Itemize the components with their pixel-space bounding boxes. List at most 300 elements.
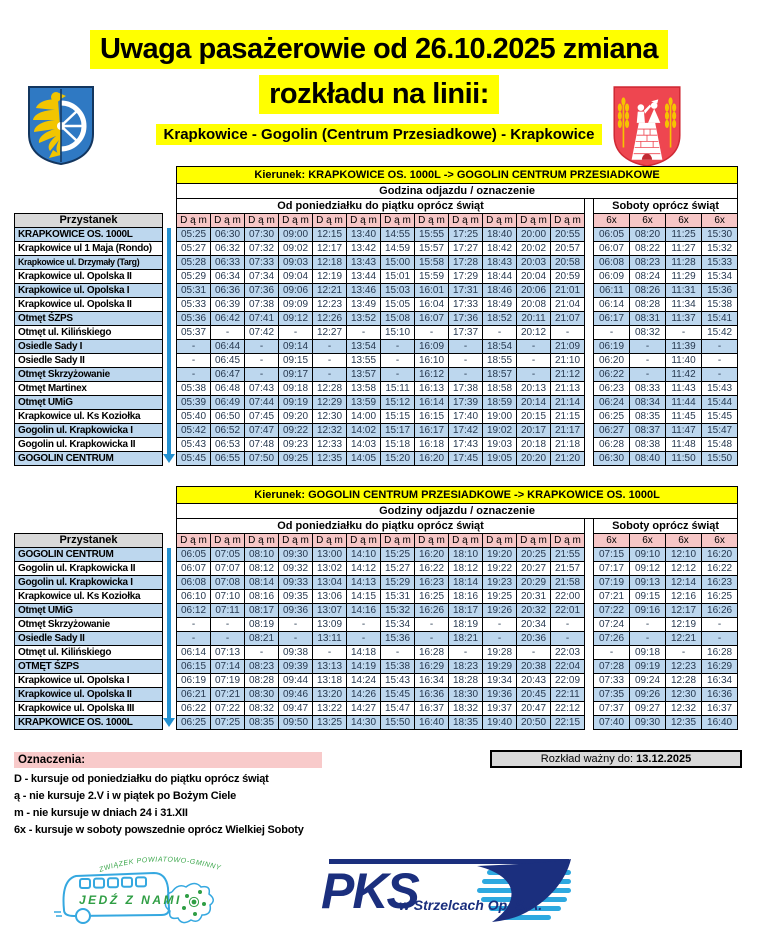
departure-time-cell: 07:45 <box>245 410 279 424</box>
departure-time-cell: 20:11 <box>517 312 551 326</box>
departure-time-cell: 06:36 <box>211 284 245 298</box>
departure-time-cell: 14:03 <box>347 438 381 452</box>
departure-time-cell: 15:17 <box>381 424 415 438</box>
legend <box>14 750 744 836</box>
timetable-row <box>15 424 738 438</box>
departure-time-cell: - <box>415 632 449 646</box>
departure-time-cell: 06:19 <box>177 674 211 688</box>
kierunek-row <box>15 167 738 184</box>
departure-time-cell: 15:50 <box>381 716 415 730</box>
column-gap <box>585 242 594 256</box>
departure-time-cell: 07:25 <box>211 716 245 730</box>
departure-time-cell: 07:21 <box>211 688 245 702</box>
timetable-row <box>15 590 738 604</box>
departure-time-cell: - <box>702 354 738 368</box>
departure-time-cell: 15:03 <box>381 284 415 298</box>
weekday-col-header: D ą m <box>551 214 585 228</box>
legend-item: 6x - kursuje w soboty powszednie oprócz Wielkiej Soboty <box>14 824 304 836</box>
header <box>0 0 758 166</box>
departure-time-cell: 08:28 <box>630 298 666 312</box>
departure-time-cell: 18:16 <box>449 590 483 604</box>
departure-time-cell: 15:00 <box>381 256 415 270</box>
departure-time-cell: 17:27 <box>449 242 483 256</box>
departure-time-cell: 22:04 <box>551 660 585 674</box>
departure-time-cell: - <box>702 368 738 382</box>
departure-time-cell: 13:18 <box>313 674 347 688</box>
departure-time-cell: - <box>594 646 630 660</box>
departure-time-cell: 15:47 <box>381 702 415 716</box>
stop-name-cell: Krapkowice ul. Ks Koziołka <box>15 410 163 424</box>
departure-time-cell: - <box>177 632 211 646</box>
departure-time-cell: 15:43 <box>381 674 415 688</box>
godzina-row <box>15 504 738 519</box>
departure-header: Godzina odjazdu / oznaczenie <box>177 184 738 199</box>
departure-time-cell: 22:00 <box>551 590 585 604</box>
departure-time-cell: 07:37 <box>594 702 630 716</box>
weekday-col-header: D ą m <box>517 534 551 548</box>
departure-time-cell: 20:38 <box>517 660 551 674</box>
timetable-body <box>15 228 738 466</box>
departure-time-cell: 14:24 <box>347 674 381 688</box>
weekday-col-header: D ą m <box>313 534 347 548</box>
timetable-row <box>15 452 738 466</box>
departure-time-cell: 06:07 <box>594 242 630 256</box>
weekday-col-header: D ą m <box>449 534 483 548</box>
timetable-row <box>15 562 738 576</box>
departure-time-cell: 19:34 <box>483 674 517 688</box>
column-gap <box>585 438 594 452</box>
departure-time-cell: 16:09 <box>415 340 449 354</box>
weekday-col-header: D ą m <box>517 214 551 228</box>
departure-time-cell: - <box>279 618 313 632</box>
kierunek-row <box>15 487 738 504</box>
column-gap <box>585 562 594 576</box>
departure-time-cell: 18:58 <box>483 382 517 396</box>
departure-time-cell: 20:43 <box>517 674 551 688</box>
departure-time-cell: 07:19 <box>211 674 245 688</box>
departure-time-cell: 05:40 <box>177 410 211 424</box>
departure-time-cell: - <box>483 618 517 632</box>
departure-time-cell: 13:58 <box>347 382 381 396</box>
departure-time-cell: 13:49 <box>347 298 381 312</box>
departure-time-cell: 15:48 <box>702 438 738 452</box>
jedz-z-nami-bus-logo-icon <box>52 846 247 932</box>
departure-time-cell: 15:38 <box>702 298 738 312</box>
departure-time-cell: 18:42 <box>483 242 517 256</box>
column-gap <box>585 548 594 562</box>
departure-time-cell: 20:18 <box>517 438 551 452</box>
departure-time-cell: 16:18 <box>415 438 449 452</box>
departure-time-cell: 07:14 <box>211 660 245 674</box>
departure-time-cell: 08:32 <box>630 326 666 340</box>
departure-time-cell: 20:50 <box>517 716 551 730</box>
departure-time-cell: - <box>381 340 415 354</box>
departure-time-cell: 07:24 <box>594 618 630 632</box>
departure-time-cell: 19:29 <box>483 660 517 674</box>
departure-time-cell: 11:40 <box>666 354 702 368</box>
departure-time-cell: 09:23 <box>279 438 313 452</box>
departure-time-cell: 16:12 <box>415 368 449 382</box>
departure-time-cell: 12:15 <box>313 228 347 242</box>
departure-time-cell: 09:19 <box>630 660 666 674</box>
departure-time-cell: 08:37 <box>630 424 666 438</box>
stop-name-cell: GOGOLIN CENTRUM <box>15 452 163 466</box>
departure-time-cell: 13:44 <box>347 270 381 284</box>
departure-time-cell: 15:29 <box>381 576 415 590</box>
weekday-col-header: D ą m <box>551 534 585 548</box>
departure-time-cell: 08:40 <box>630 452 666 466</box>
departure-time-cell: 13:42 <box>347 242 381 256</box>
column-gap <box>585 604 594 618</box>
departure-time-cell: 15:50 <box>702 452 738 466</box>
departure-time-cell: 07:08 <box>211 576 245 590</box>
timetable-row <box>15 284 738 298</box>
krapkowice-coat-of-arms-icon <box>20 84 102 166</box>
departure-time-cell: 09:12 <box>630 562 666 576</box>
departure-time-cell: 16:14 <box>415 396 449 410</box>
column-gap <box>585 576 594 590</box>
departure-time-cell: 09:26 <box>630 688 666 702</box>
departure-time-cell: 09:20 <box>279 410 313 424</box>
departure-time-cell: 09:33 <box>279 576 313 590</box>
departure-time-cell: 15:11 <box>381 382 415 396</box>
timetable-row <box>15 396 738 410</box>
departure-time-cell: 12:21 <box>666 632 702 646</box>
departure-time-cell: 18:10 <box>449 548 483 562</box>
column-gap <box>585 256 594 270</box>
departure-time-cell: 20:03 <box>517 256 551 270</box>
departure-time-cell: 06:34 <box>211 270 245 284</box>
departure-time-cell: 12:35 <box>313 452 347 466</box>
direction-header: Kierunek: KRAPKOWICE OS. 1000L -> GOGOLIN CENTRUM PRZESIADKOWE <box>177 167 738 184</box>
departure-time-cell: - <box>630 354 666 368</box>
departure-time-cell: 07:28 <box>594 660 630 674</box>
timetable-row <box>15 438 738 452</box>
departure-time-cell: 12:19 <box>666 618 702 632</box>
departure-time-cell: 06:07 <box>177 562 211 576</box>
departure-time-cell: 07:07 <box>211 562 245 576</box>
departure-time-cell: 13:59 <box>347 396 381 410</box>
departure-time-cell: - <box>313 340 347 354</box>
departure-time-cell: 06:21 <box>177 688 211 702</box>
departure-time-cell: 14:19 <box>347 660 381 674</box>
weekday-col-header: D ą m <box>381 534 415 548</box>
departure-time-cell: 06:08 <box>177 576 211 590</box>
departure-time-cell: 16:23 <box>415 576 449 590</box>
departure-time-cell: 07:10 <box>211 590 245 604</box>
departure-time-cell: 18:55 <box>483 354 517 368</box>
departure-time-cell: 07:26 <box>594 632 630 646</box>
departure-time-cell: 08:17 <box>245 604 279 618</box>
departure-time-cell: - <box>517 340 551 354</box>
stop-column-header: Przystanek <box>15 534 163 548</box>
column-gap <box>585 424 594 438</box>
departure-time-cell: 12:16 <box>666 590 702 604</box>
jedz-z-nami-text: JEDŹ Z NAMI <box>79 893 182 907</box>
departure-time-cell: 17:25 <box>449 228 483 242</box>
departure-time-cell: 22:12 <box>551 702 585 716</box>
departure-time-cell: 07:33 <box>245 256 279 270</box>
title-highlight: rozkładu na linii: <box>259 75 499 114</box>
departure-time-cell: 17:39 <box>449 396 483 410</box>
saturday-period-header: Soboty oprócz świąt <box>594 519 738 534</box>
departure-time-cell: 17:37 <box>449 326 483 340</box>
departure-time-cell: 15:20 <box>381 452 415 466</box>
departure-time-cell: 20:55 <box>551 228 585 242</box>
departure-time-cell: 16:25 <box>702 590 738 604</box>
departure-time-cell: - <box>483 632 517 646</box>
departure-time-cell: 15:18 <box>381 438 415 452</box>
departure-time-cell: 16:23 <box>702 576 738 590</box>
column-gap <box>585 716 594 730</box>
departure-time-cell: 11:47 <box>666 424 702 438</box>
column-gap <box>585 452 594 466</box>
departure-time-cell: 16:17 <box>415 424 449 438</box>
departure-time-cell: - <box>313 368 347 382</box>
departure-time-cell: 18:44 <box>483 270 517 284</box>
departure-time-cell: 17:38 <box>449 382 483 396</box>
departure-time-cell: 12:14 <box>666 576 702 590</box>
weekday-col-header: D ą m <box>177 214 211 228</box>
departure-time-cell: 22:01 <box>551 604 585 618</box>
departure-time-cell: 11:28 <box>666 256 702 270</box>
departure-time-cell: 20:14 <box>517 396 551 410</box>
departure-time-cell: - <box>702 632 738 646</box>
departure-time-cell: 14:00 <box>347 410 381 424</box>
weekday-col-header: D ą m <box>279 534 313 548</box>
departure-time-cell: 09:10 <box>630 548 666 562</box>
departure-time-cell: 11:50 <box>666 452 702 466</box>
departure-time-cell: 18:40 <box>483 228 517 242</box>
departure-time-cell: 21:09 <box>551 340 585 354</box>
departure-time-cell: 19:03 <box>483 438 517 452</box>
departure-time-cell: 20:59 <box>551 270 585 284</box>
departure-time-cell: 07:34 <box>245 270 279 284</box>
column-gap <box>585 312 594 326</box>
legend-item: m - nie kursuje w dniach 24 i 31.XII <box>14 807 188 819</box>
departure-time-cell: 07:35 <box>594 688 630 702</box>
legend-item: D - kursuje od poniedziałku do piątku oprócz świąt <box>14 773 269 785</box>
departure-time-cell: 08:23 <box>630 256 666 270</box>
departure-time-cell: 15:31 <box>381 590 415 604</box>
departure-time-cell: 16:40 <box>415 716 449 730</box>
departure-time-cell: 09:50 <box>279 716 313 730</box>
departure-time-cell: 16:26 <box>415 604 449 618</box>
gogolin-coat-of-arms-icon <box>604 84 690 168</box>
departure-time-cell: 05:39 <box>177 396 211 410</box>
departure-time-cell: - <box>313 354 347 368</box>
saturday-col-header: 6x <box>630 534 666 548</box>
departure-time-cell: 12:30 <box>313 410 347 424</box>
departure-time-cell: 17:42 <box>449 424 483 438</box>
departure-time-cell: 07:32 <box>245 242 279 256</box>
timetable-row <box>15 340 738 354</box>
column-gap <box>585 534 594 548</box>
departure-time-cell: - <box>517 354 551 368</box>
departure-time-cell: 06:28 <box>594 438 630 452</box>
departure-time-cell: - <box>381 646 415 660</box>
departure-time-cell: 20:13 <box>517 382 551 396</box>
departure-time-cell: 14:15 <box>347 590 381 604</box>
departure-time-cell: 20:20 <box>517 452 551 466</box>
departure-time-cell: 12:28 <box>313 382 347 396</box>
weekday-col-header: D ą m <box>211 214 245 228</box>
departure-time-cell: 15:08 <box>381 312 415 326</box>
timetable-row <box>15 604 738 618</box>
departure-time-cell: 16:13 <box>415 382 449 396</box>
departure-time-cell: 06:12 <box>177 604 211 618</box>
timetable-row <box>15 382 738 396</box>
departure-time-cell: 12:17 <box>666 604 702 618</box>
weekday-col-header: D ą m <box>415 534 449 548</box>
column-gap <box>585 284 594 298</box>
departure-time-cell: 09:14 <box>279 340 313 354</box>
departure-time-cell: 06:20 <box>594 354 630 368</box>
departure-time-cell: 14:18 <box>347 646 381 660</box>
departure-time-cell: 06:49 <box>211 396 245 410</box>
departure-time-cell: 08:16 <box>245 590 279 604</box>
departure-time-cell: 09:22 <box>279 424 313 438</box>
departure-time-cell: - <box>630 618 666 632</box>
departure-time-cell: 06:50 <box>211 410 245 424</box>
departure-time-cell: 08:22 <box>630 242 666 256</box>
departure-time-cell: 12:35 <box>666 716 702 730</box>
saturday-col-header: 6x <box>594 534 630 548</box>
departure-time-cell: 06:30 <box>211 228 245 242</box>
departure-time-cell: 18:54 <box>483 340 517 354</box>
departure-time-cell: 07:11 <box>211 604 245 618</box>
departure-time-cell: 05:37 <box>177 326 211 340</box>
departure-time-cell: 15:32 <box>702 242 738 256</box>
stop-name-cell: Gogolin ul. Krapkowicka II <box>15 562 163 576</box>
departure-time-cell: 20:58 <box>551 256 585 270</box>
departure-time-cell: 15:43 <box>702 382 738 396</box>
column-gap <box>585 688 594 702</box>
departure-time-cell: 08:19 <box>245 618 279 632</box>
departure-time-cell: 13:09 <box>313 618 347 632</box>
departure-time-cell: 11:48 <box>666 438 702 452</box>
departure-time-cell: 07:15 <box>594 548 630 562</box>
timetable-row <box>15 576 738 590</box>
departure-time-cell: 08:30 <box>245 688 279 702</box>
departure-time-cell: 22:15 <box>551 716 585 730</box>
departure-time-cell: 08:21 <box>245 632 279 646</box>
departure-time-cell: - <box>245 340 279 354</box>
column-gap <box>585 298 594 312</box>
departure-time-cell: 19:25 <box>483 590 517 604</box>
departure-time-cell: 06:39 <box>211 298 245 312</box>
departure-time-cell: - <box>381 368 415 382</box>
departure-time-cell: 08:38 <box>630 438 666 452</box>
stop-name-cell: Krapkowice ul. Ks Koziołka <box>15 590 163 604</box>
departure-time-cell: 06:22 <box>177 702 211 716</box>
departure-time-cell: 18:49 <box>483 298 517 312</box>
departure-time-cell: 09:47 <box>279 702 313 716</box>
column-gap <box>585 702 594 716</box>
column-gap <box>585 618 594 632</box>
departure-time-cell: - <box>702 340 738 354</box>
departure-time-cell: 14:30 <box>347 716 381 730</box>
departure-time-cell: 05:29 <box>177 270 211 284</box>
stop-name-cell: Otmęt Martinex <box>15 382 163 396</box>
departure-time-cell: 07:33 <box>594 674 630 688</box>
departure-time-cell: 08:20 <box>630 228 666 242</box>
departure-time-cell: 14:02 <box>347 424 381 438</box>
departure-time-cell: 09:13 <box>630 576 666 590</box>
svg-text:ZWIĄZEK POWIATOWO-GMINNY: ZWIĄZEK POWIATOWO-GMINNY <box>98 856 222 874</box>
departure-time-cell: 15:57 <box>415 242 449 256</box>
departure-time-cell: 20:32 <box>517 604 551 618</box>
departure-time-cell: 15:34 <box>702 270 738 284</box>
departure-time-cell: 08:10 <box>245 548 279 562</box>
weekday-col-header: D ą m <box>177 534 211 548</box>
departure-time-cell: 21:57 <box>551 562 585 576</box>
departure-time-cell: 09:12 <box>279 312 313 326</box>
departure-time-cell: - <box>517 368 551 382</box>
stop-name-cell: GOGOLIN CENTRUM <box>15 548 163 562</box>
departure-time-cell: 17:45 <box>449 452 483 466</box>
departure-time-cell: 13:06 <box>313 590 347 604</box>
departure-time-cell: 16:20 <box>702 548 738 562</box>
timetable-row <box>15 618 738 632</box>
departure-time-cell: 12:23 <box>666 660 702 674</box>
departure-time-cell: 18:21 <box>449 632 483 646</box>
departure-time-cell: 20:04 <box>517 270 551 284</box>
departure-time-cell: 12:19 <box>313 270 347 284</box>
column-gap <box>585 632 594 646</box>
saturday-col-header: 6x <box>666 534 702 548</box>
departure-time-cell: 18:59 <box>483 396 517 410</box>
departure-time-cell: - <box>177 340 211 354</box>
column-gap <box>585 590 594 604</box>
departure-time-cell: 13:00 <box>313 548 347 562</box>
departure-time-cell: - <box>177 618 211 632</box>
departure-time-cell: 08:24 <box>630 270 666 284</box>
departure-time-cell: 15:58 <box>415 256 449 270</box>
timetable-row <box>15 256 738 270</box>
departure-time-cell: 16:29 <box>702 660 738 674</box>
departure-time-cell: 12:21 <box>313 284 347 298</box>
departure-time-cell: 07:48 <box>245 438 279 452</box>
departure-time-cell: 06:47 <box>211 368 245 382</box>
departure-time-cell: 12:12 <box>666 562 702 576</box>
departure-time-cell: 12:17 <box>313 242 347 256</box>
departure-time-cell: 21:58 <box>551 576 585 590</box>
departure-time-cell: 06:09 <box>594 270 630 284</box>
column-gap <box>585 410 594 424</box>
stop-name-cell: Osiedle Sady II <box>15 354 163 368</box>
departure-time-cell: - <box>666 646 702 660</box>
departure-time-cell: 13:04 <box>313 576 347 590</box>
departure-time-cell: 11:45 <box>666 410 702 424</box>
period-row <box>15 519 738 534</box>
departure-time-cell: 05:25 <box>177 228 211 242</box>
timetable-row <box>15 368 738 382</box>
departure-time-cell: 18:12 <box>449 562 483 576</box>
departure-time-cell: - <box>211 618 245 632</box>
departure-time-cell: 21:01 <box>551 284 585 298</box>
departure-time-cell: 15:30 <box>702 228 738 242</box>
departure-time-cell: 09:18 <box>630 646 666 660</box>
departure-time-cell: 17:43 <box>449 438 483 452</box>
departure-time-cell: 15:05 <box>381 298 415 312</box>
departure-time-cell: 19:36 <box>483 688 517 702</box>
departure-time-cell: 21:18 <box>551 438 585 452</box>
weekday-col-header: D ą m <box>279 214 313 228</box>
timetable-body <box>15 548 738 730</box>
stop-name-cell: Krapkowice ul. Opolska I <box>15 674 163 688</box>
departure-time-cell: - <box>666 326 702 340</box>
